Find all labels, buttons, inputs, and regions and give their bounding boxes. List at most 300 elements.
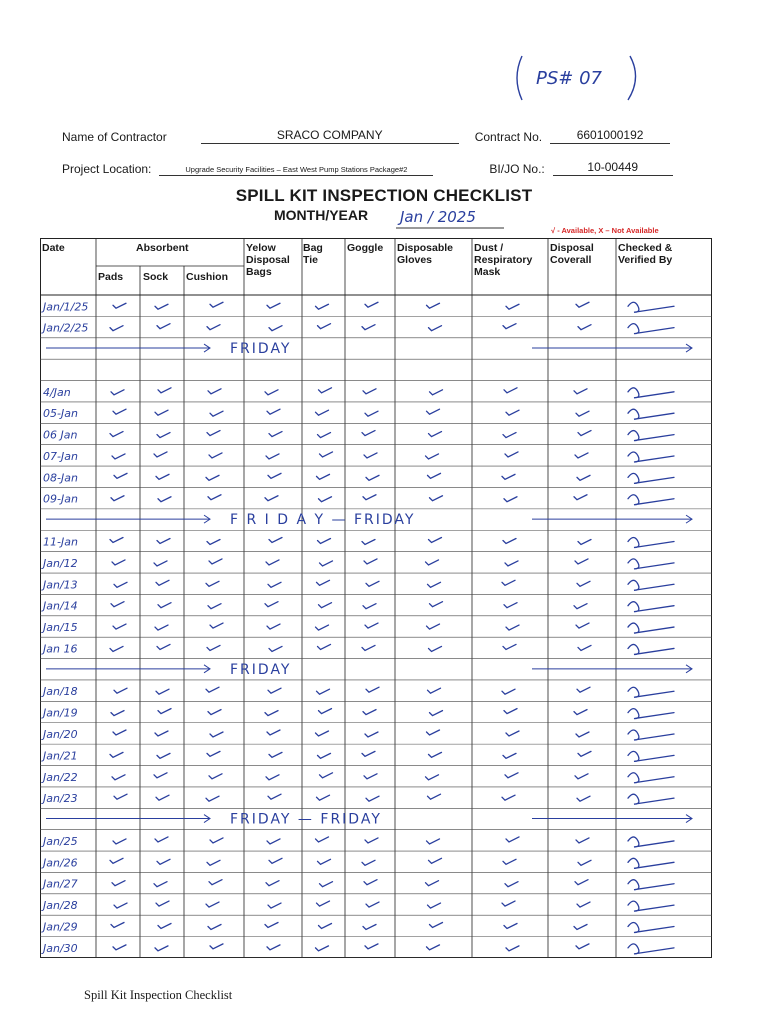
checkmark — [210, 732, 223, 737]
checkmark — [158, 923, 171, 928]
checkmark — [430, 922, 443, 927]
checkmark — [267, 839, 280, 844]
checkmark — [267, 945, 280, 950]
signature — [628, 388, 674, 398]
checkmark — [210, 944, 223, 949]
checkmark — [430, 711, 443, 716]
checkmark — [207, 645, 220, 650]
checkmark — [574, 924, 587, 929]
col-absorbent: Absorbent — [136, 242, 189, 254]
checkmark — [110, 326, 123, 331]
checkmark — [157, 324, 170, 329]
checkmark — [430, 390, 443, 395]
checkmark — [265, 922, 278, 927]
row-date: Jan/21 — [43, 749, 78, 763]
checkmark — [427, 730, 440, 735]
checkmark — [574, 495, 587, 500]
checkmark — [362, 431, 375, 436]
checkmark — [504, 388, 517, 393]
checkmark — [113, 839, 126, 844]
signature — [628, 751, 674, 761]
project-location-value: Upgrade Security Facilities – East West Pump Stations Package#2 — [159, 165, 433, 176]
checkmark — [320, 882, 333, 887]
checkmark — [366, 902, 379, 907]
checkmark — [207, 540, 220, 545]
checkmark — [114, 473, 127, 478]
checkmark — [316, 304, 329, 309]
contractor-row — [62, 128, 670, 144]
checkmark — [267, 624, 280, 629]
checkmark — [429, 752, 442, 757]
col-pads: Pads — [98, 271, 124, 283]
checkmark — [319, 497, 332, 502]
checkmark — [506, 837, 519, 842]
checkmark — [268, 903, 281, 908]
signature — [628, 922, 674, 932]
reference-note — [508, 50, 648, 108]
checkmark — [158, 388, 171, 393]
checkmark — [114, 582, 127, 587]
checkmark — [502, 901, 515, 906]
checkmark — [362, 751, 375, 756]
signature — [628, 431, 674, 441]
checkmark — [576, 838, 589, 843]
checkmark — [366, 475, 379, 480]
checkmark — [111, 922, 124, 927]
checkmark — [111, 711, 124, 716]
checkmark — [364, 774, 377, 779]
signature — [628, 644, 674, 654]
contractor-value: SRACO COMPANY — [201, 128, 459, 144]
checkmark — [577, 687, 590, 692]
checkmark — [112, 881, 125, 886]
checkmark — [206, 902, 219, 907]
checkmark — [157, 539, 170, 544]
checkmark — [113, 409, 126, 414]
col-cushion: Cushion — [186, 271, 228, 283]
row-date: 09-Jan — [43, 492, 78, 506]
row-date: Jan/15 — [43, 621, 78, 635]
checkmark — [426, 560, 439, 565]
checkmark — [266, 560, 279, 565]
row-date: Jan/22 — [43, 770, 78, 784]
checkmark — [113, 945, 126, 950]
checkmark — [209, 774, 222, 779]
checkmark — [364, 559, 377, 564]
signature — [628, 324, 674, 334]
signature — [628, 495, 674, 505]
checkmark — [316, 946, 329, 951]
checkmark — [576, 623, 589, 628]
checkmark — [317, 580, 330, 585]
checkmark — [156, 795, 169, 800]
checkmark — [503, 539, 516, 544]
checkmark — [502, 689, 515, 694]
checkmark — [320, 452, 333, 457]
checkmark — [318, 433, 331, 438]
checkmark — [209, 453, 222, 458]
checkmark — [114, 794, 127, 799]
signature — [628, 944, 674, 954]
checkmark — [265, 711, 278, 716]
checkmark — [110, 858, 123, 863]
checkmark — [268, 473, 281, 478]
checkmark — [578, 645, 591, 650]
checkmark — [112, 454, 125, 459]
checkmark — [363, 604, 376, 609]
checkmark — [575, 774, 588, 779]
checkmark — [158, 709, 171, 714]
checkmark — [365, 623, 378, 628]
checkmark — [426, 881, 439, 886]
checkmark — [319, 709, 332, 714]
checkmark — [112, 560, 125, 565]
checkmark — [577, 796, 590, 801]
footer: Spill Kit Inspection Checklist — [84, 988, 233, 1002]
row-note: F R I D A Y — FRIDAY — [230, 512, 416, 529]
row-date: 05-Jan — [43, 407, 78, 421]
checkmark — [430, 496, 443, 501]
checkmark — [207, 751, 220, 756]
row-date: Jan/2/25 — [43, 321, 89, 335]
checkmark — [208, 495, 221, 500]
checkmark — [366, 581, 379, 586]
checkmark — [318, 859, 331, 864]
checkmark — [114, 688, 127, 693]
checkmark — [427, 303, 440, 308]
checkmark — [504, 923, 517, 928]
checkmark — [269, 538, 282, 543]
checkmark — [363, 495, 376, 500]
checkmark — [113, 730, 126, 735]
row-date: Jan/30 — [43, 941, 78, 955]
legend: √ - Available, X – Not Available — [551, 226, 659, 235]
checkmark — [113, 624, 126, 629]
checkmark — [208, 389, 221, 394]
checkmark — [576, 732, 589, 737]
checkmark — [362, 325, 375, 330]
checkmark — [318, 539, 331, 544]
row-date: Jan/28 — [43, 899, 78, 913]
signature — [628, 709, 674, 719]
checkmark — [577, 475, 590, 480]
checkmark — [318, 324, 331, 329]
checkmark — [575, 453, 588, 458]
checkmark — [578, 431, 591, 436]
checkmark — [506, 410, 519, 415]
checkmark — [206, 581, 219, 586]
row-date: Jan/12 — [43, 556, 78, 570]
checkmark — [208, 710, 221, 715]
checkmark — [428, 688, 441, 693]
checkmark — [365, 944, 378, 949]
checkmark — [428, 903, 441, 908]
checkmark — [155, 304, 168, 309]
row-note: FRIDAY — [230, 661, 292, 678]
checkmark — [110, 646, 123, 651]
checkmark — [505, 773, 518, 778]
checkmark — [155, 625, 168, 630]
col-gloves: Disposable Gloves — [397, 242, 454, 266]
col-mask: Dust / Respiratory Mask — [474, 242, 533, 278]
signature — [628, 580, 674, 590]
checkmark — [207, 325, 220, 330]
checkmark — [503, 433, 516, 438]
checkmark — [156, 580, 169, 585]
checkmark — [210, 302, 223, 307]
row-date: Jan/26 — [43, 856, 78, 870]
checkmark — [503, 644, 516, 649]
checkmark — [429, 646, 442, 651]
checkmark — [577, 581, 590, 586]
checkmark — [155, 837, 168, 842]
checkmark — [506, 946, 519, 951]
col-checked: Checked & Verified By — [618, 242, 673, 266]
checkmark — [427, 409, 440, 414]
checkmark — [268, 794, 281, 799]
signature — [628, 773, 674, 783]
checkmark — [364, 880, 377, 885]
col-goggle: Goggle — [347, 242, 384, 254]
checkmark — [111, 390, 124, 395]
checkmark — [316, 410, 329, 415]
row-date: 4/Jan — [43, 385, 71, 399]
checkmark — [269, 752, 282, 757]
month-year-label: MONTH/YEAR — [274, 207, 369, 223]
signature — [628, 837, 674, 847]
row-date: Jan/20 — [43, 728, 78, 742]
checkmark — [317, 795, 330, 800]
checkmark — [366, 796, 379, 801]
checkmark — [578, 325, 591, 330]
checkmark — [362, 860, 375, 865]
checkmark — [208, 924, 221, 929]
checkmark — [429, 538, 442, 543]
checkmark — [209, 880, 222, 885]
reference-note-text: PS# 07 — [536, 68, 602, 89]
signature — [628, 730, 674, 740]
checkmark — [267, 303, 280, 308]
page-title: SPILL KIT INSPECTION CHECKLIST — [235, 186, 533, 205]
checkmark — [427, 624, 440, 629]
checkmark — [502, 474, 515, 479]
checkmark — [428, 582, 441, 587]
checkmark — [574, 710, 587, 715]
col-date: Date — [42, 242, 65, 254]
checkmark — [504, 603, 517, 608]
signature — [628, 687, 674, 697]
checkmark — [268, 582, 281, 587]
signature — [628, 409, 674, 419]
checkmark — [578, 860, 591, 865]
checkmark — [318, 644, 331, 649]
checkmark — [319, 388, 332, 393]
checkmark — [267, 730, 280, 735]
signature — [628, 538, 674, 548]
row-date: Jan 16 — [43, 642, 78, 656]
checkmark — [503, 753, 516, 758]
checkmark — [365, 838, 378, 843]
checkmark — [155, 946, 168, 951]
checkmark — [208, 604, 221, 609]
checkmark — [506, 625, 519, 630]
checkmark — [113, 303, 126, 308]
checkmark — [157, 644, 170, 649]
checkmark — [427, 945, 440, 950]
checkmark — [316, 837, 329, 842]
checkmark — [114, 903, 127, 908]
checkmark — [578, 540, 591, 545]
checkmark — [111, 602, 124, 607]
checkmark — [505, 452, 518, 457]
checkmark — [267, 409, 280, 414]
checkmark — [269, 646, 282, 651]
checkmark — [365, 732, 378, 737]
checkmark — [269, 858, 282, 863]
signature — [628, 623, 674, 633]
checkmark — [210, 411, 223, 416]
col-coverall: Disposal Coverall — [550, 242, 594, 266]
row-date: Jan/14 — [43, 599, 78, 613]
checkmark — [318, 753, 331, 758]
row-date: Jan/13 — [43, 578, 78, 592]
checkmark — [158, 603, 171, 608]
table-border — [41, 239, 712, 958]
row-date: Jan/25 — [43, 834, 78, 848]
checkmark — [110, 538, 123, 543]
checkmark — [156, 901, 169, 906]
signature — [628, 794, 674, 804]
checkmark — [428, 473, 441, 478]
checkmark — [154, 561, 167, 566]
contract-no-label: Contract No. — [474, 130, 543, 144]
checkmark — [266, 775, 279, 780]
checkmark — [366, 687, 379, 692]
checkmark — [505, 882, 518, 887]
row-date: 08-Jan — [43, 471, 78, 485]
row-date: Jan/18 — [43, 685, 78, 699]
signature — [628, 473, 674, 483]
row-date: 11-Jan — [43, 535, 78, 549]
col-sock: Sock — [143, 271, 169, 283]
bijo-label: BI/JO No.: — [489, 162, 545, 176]
checkmark — [207, 431, 220, 436]
checkmark — [428, 794, 441, 799]
checkmark — [110, 752, 123, 757]
checkmark — [266, 454, 279, 459]
bijo-value: 10-00449 — [553, 160, 673, 176]
checkmark — [210, 623, 223, 628]
row-date: 07-Jan — [43, 449, 78, 463]
checkmark — [265, 496, 278, 501]
checkmark — [574, 604, 587, 609]
signature — [628, 559, 674, 569]
checkmark — [575, 559, 588, 564]
month-year-text: Jan / 2025 — [400, 208, 476, 226]
checkmark — [429, 432, 442, 437]
checkmark — [426, 454, 439, 459]
checkmark — [362, 540, 375, 545]
checkmark — [154, 882, 167, 887]
checkmark — [317, 901, 330, 906]
checkmark — [210, 838, 223, 843]
checkmark — [156, 474, 169, 479]
checkmark — [112, 775, 125, 780]
checkmark — [269, 432, 282, 437]
checkmark — [505, 561, 518, 566]
col-bag-tie: Bag Tie — [303, 242, 323, 266]
checkmark — [575, 880, 588, 885]
signature — [628, 901, 674, 911]
checkmark — [504, 497, 517, 502]
checkmark — [319, 603, 332, 608]
row-note: FRIDAY — FRIDAY — [230, 811, 382, 828]
checkmark — [363, 924, 376, 929]
checkmark — [363, 710, 376, 715]
checkmark — [266, 881, 279, 886]
signature — [628, 602, 674, 612]
checkmark — [157, 433, 170, 438]
checkmark — [577, 902, 590, 907]
checkmark — [319, 923, 332, 928]
checkmark — [362, 645, 375, 650]
checkmark — [427, 839, 440, 844]
checkmark — [157, 753, 170, 758]
checkmark — [158, 497, 171, 502]
checkmark — [503, 859, 516, 864]
checkmark — [576, 302, 589, 307]
contract-no-value: 6601000192 — [550, 128, 670, 144]
checkmark — [504, 709, 517, 714]
checkmark — [269, 326, 282, 331]
checkmark — [154, 452, 167, 457]
checkmark — [576, 411, 589, 416]
checkmark — [506, 304, 519, 309]
checkmark — [265, 390, 278, 395]
checkmark — [365, 411, 378, 416]
checkmark — [155, 731, 168, 736]
signature — [628, 858, 674, 868]
checkmark — [576, 944, 589, 949]
row-date: Jan/29 — [43, 920, 78, 934]
checkmark — [209, 559, 222, 564]
checkmark — [365, 302, 378, 307]
contractor-label: Name of Contractor — [62, 130, 167, 144]
checkmark — [320, 561, 333, 566]
checkmark — [206, 475, 219, 480]
checkmark — [206, 796, 219, 801]
col-yellow-bags: Yelow Disposal Bags — [246, 242, 290, 278]
checkmark — [574, 389, 587, 394]
month-year-value — [392, 202, 512, 232]
checkmark — [156, 689, 169, 694]
table-grid — [40, 238, 712, 958]
signature — [628, 880, 674, 890]
signature — [628, 302, 674, 312]
checkmark — [429, 326, 442, 331]
project-row — [62, 160, 673, 176]
checkmark — [502, 580, 515, 585]
row-date: Jan/19 — [43, 706, 78, 720]
checkmark — [317, 689, 330, 694]
checkmark — [110, 432, 123, 437]
checkmark — [206, 687, 219, 692]
checkmark — [429, 858, 442, 863]
checkmark — [157, 859, 170, 864]
checkmark — [502, 795, 515, 800]
checkmark — [578, 751, 591, 756]
row-date: Jan/27 — [43, 877, 78, 891]
